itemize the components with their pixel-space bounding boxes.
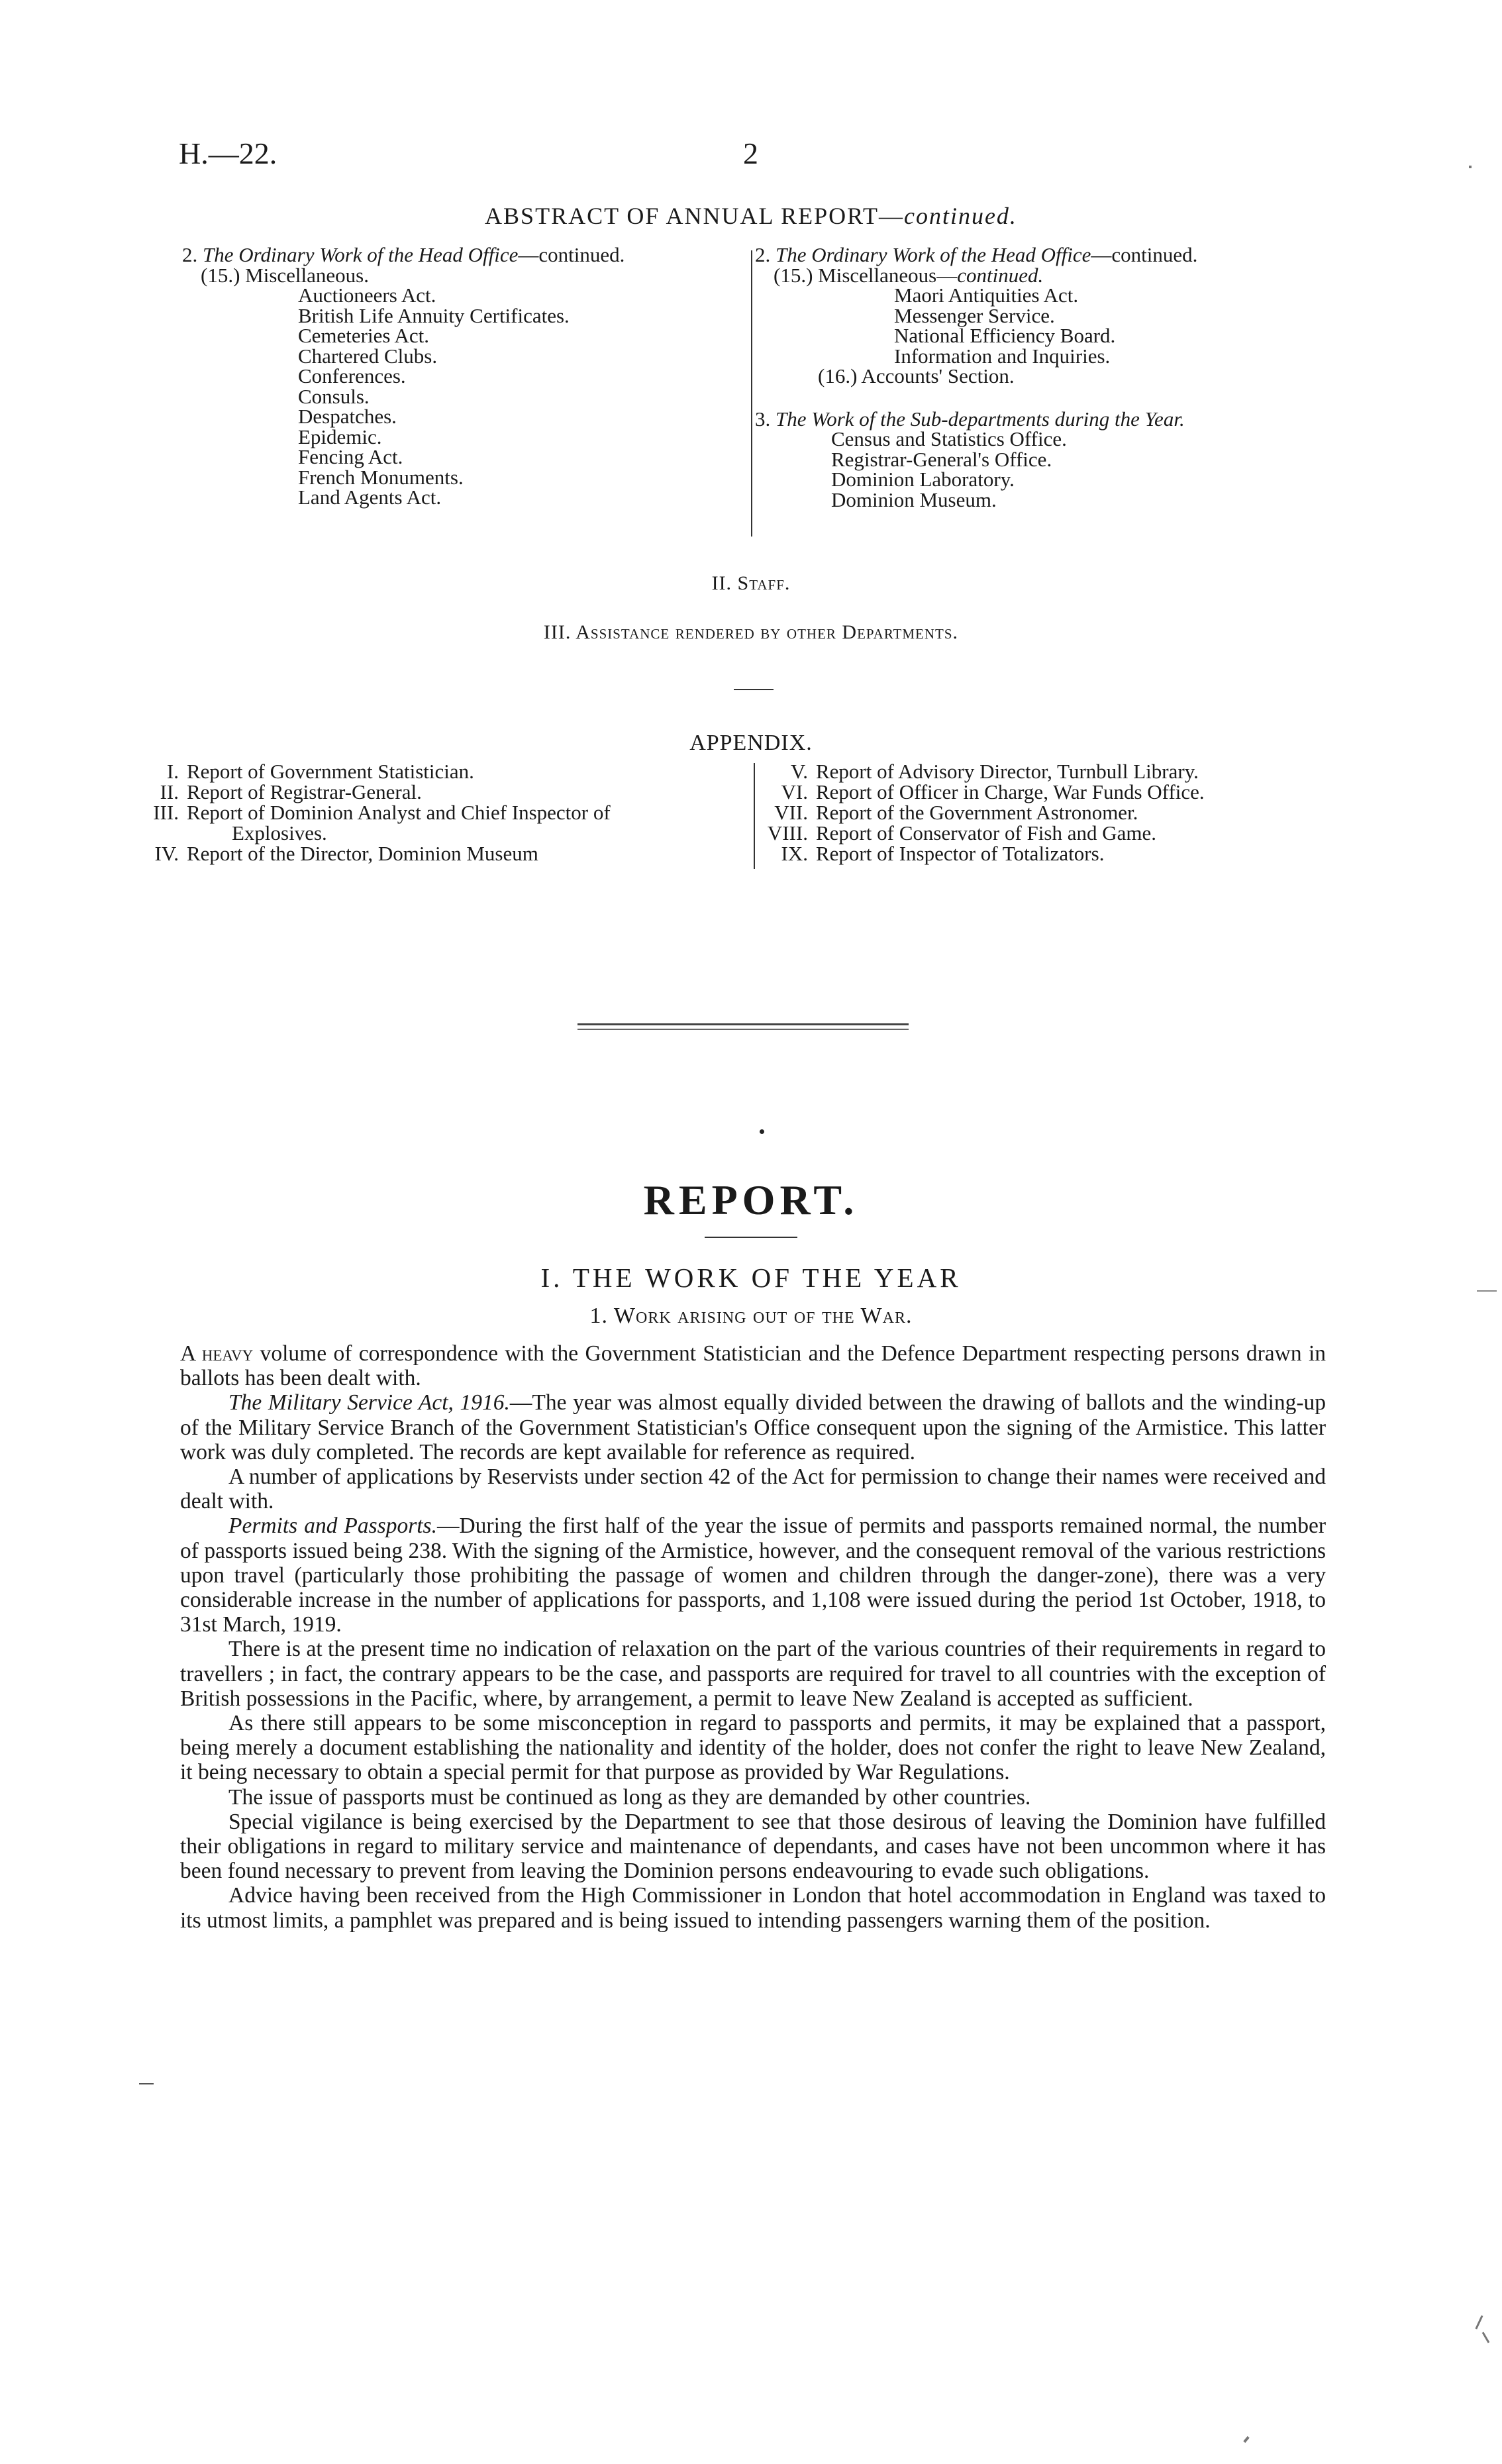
left-heading-title: The Ordinary Work of the Head Office <box>203 243 519 266</box>
appendix-item-number: II. <box>160 780 179 803</box>
margin-mark <box>139 2083 154 2084</box>
paragraph: Advice having been received from the High Commissioner in London that hotel accommodation in England was taxed to its utmost limits, a pamphlet was prepared and is being issued to intending passengers warning them of the position. <box>180 1883 1326 1933</box>
appendix-title: APPENDIX. <box>689 731 813 755</box>
list-item: Cemeteries Act. <box>298 324 429 347</box>
appendix-item <box>762 823 1358 844</box>
list-item: Information and Inquiries. <box>894 344 1111 368</box>
appendix-item-text: Report of Government Statistician. <box>187 760 474 783</box>
left-heading-number: 2. <box>182 243 198 266</box>
appendix-item <box>762 782 1358 803</box>
list-item: Dominion Museum. <box>831 488 997 511</box>
appendix-item-text: Report of Dominion Analyst and Chief Inspector of <box>187 801 611 824</box>
list-item: National Efficiency Board. <box>894 324 1116 347</box>
paragraph <box>180 1390 1326 1464</box>
appendix-item <box>132 803 742 823</box>
appendix-item-text: Report of Conservator of Fish and Game. <box>816 821 1156 845</box>
appendix-item-number: III. <box>153 801 179 824</box>
section-title: I. THE WORK OF THE YEAR <box>540 1262 962 1293</box>
list-item: British Life Annuity Certificates. <box>298 303 570 327</box>
appendix-item-number: VIII. <box>767 821 808 845</box>
accounts-section: (16.) Accounts' Section. <box>818 364 1015 387</box>
left-subheading: (15.) Miscellaneous. <box>201 263 369 287</box>
appendix-item <box>132 782 742 803</box>
section3-number: 3. <box>755 407 771 431</box>
list-item: Chartered Clubs. <box>298 344 438 368</box>
list-item: Dominion Laboratory. <box>831 468 1015 491</box>
left-heading <box>182 245 625 266</box>
document-reference: H.—22. <box>179 136 277 170</box>
paragraph: There is at the present time no indication of relaxation on the part of the various countries of their requirements in regard to travellers ; in fact, the contrary appears to be the case, and passports are required for travel to all countries with the exception of British possessions in the Pacific, where, by arrangement, a permit to leave New Zealand is accepted as sufficient. <box>180 1637 1326 1711</box>
appendix-item-text: Report of the Government Astronomer. <box>816 801 1138 824</box>
assistance-heading: III. Assistance rendered by other Departments. <box>543 621 959 643</box>
appendix-item-text: Report of Advisory Director, Turnbull Library. <box>816 760 1199 783</box>
appendix-item <box>132 762 742 782</box>
appendix-item-number: I. <box>166 760 179 783</box>
appendix-item-number: IX. <box>781 842 808 865</box>
ink-dot <box>760 1129 764 1134</box>
page-number: 2 <box>743 136 758 170</box>
right-subheading-prefix: (15.) Miscellaneous— <box>774 263 958 287</box>
abstract-title <box>0 202 1502 230</box>
paragraph-text: —The year was almost equally divided between the drawing of ballots and the winding-up of the Military Service Branch of the Government Statistician's Office consequent upon the signing of the Armistice. This latter work was duly completed. The records are kept available for reference as required. <box>180 1390 1326 1464</box>
list-item: Maori Antiquities Act. <box>894 283 1079 307</box>
appendix-item-number: V. <box>790 760 808 783</box>
appendix-item <box>762 762 1358 782</box>
paragraph: As there still appears to be some misconception in regard to passports and permits, it may be explained that a passport, being merely a document establishing the nationality and identity of the holder, does not confer the right to leave New Zealand, it being necessary to obtain a special permit for that purpose as provided by War Regulations. <box>180 1711 1326 1785</box>
scan-speck <box>1469 166 1472 168</box>
list-item: French Monuments. <box>298 465 464 489</box>
paragraph-heading: Permits and Passports. <box>228 1514 437 1539</box>
paragraph: The issue of passports must be continued as long as they are demanded by other countries. <box>228 1784 1031 1810</box>
appendix-item <box>132 823 742 844</box>
list-item: Census and Statistics Office. <box>831 427 1067 450</box>
appendix-item-text: Report of Inspector of Totalizators. <box>816 842 1105 865</box>
staff-heading: II. Staff. <box>711 572 791 594</box>
list-item: Fencing Act. <box>298 445 403 468</box>
paragraph-text: volume of correspondence with the Government Statistician and the Defence Department respecting persons drawn in ballots has been dealt with. <box>180 1341 1327 1391</box>
section3-title: The Work of the Sub-departments during the Year. <box>776 407 1185 431</box>
abstract-right-column <box>755 245 1197 510</box>
subsection-title: 1. Work arising out of the War. <box>589 1304 913 1328</box>
double-rule-bottom <box>577 1029 909 1030</box>
abstract-title-continued: continued. <box>903 203 1017 229</box>
appendix-item <box>762 844 1358 864</box>
appendix-item-text: Report of the Director, Dominion Museum <box>187 842 538 865</box>
paragraph: A number of applications by Reservists under section 42 of the Act for permission to change their names were received and dealt with. <box>180 1464 1326 1514</box>
list-item: Consuls. <box>298 384 370 408</box>
list-item: Despatches. <box>298 405 397 428</box>
right-heading-number: 2. <box>755 243 771 266</box>
appendix-right-list <box>762 762 1358 864</box>
paragraph-heading: The Military Service Act, 1916. <box>228 1390 510 1415</box>
appendix-column-divider <box>754 763 755 869</box>
paragraph: Special vigilance is being exercised by the Department to see that those desirous of leaving the Dominion have fulfilled their obligations in regard to military service and maintenance of dependants, and cases have not been uncommon where it has been found necessary to prevent from leaving the Dominion persons endeavouring to evade such obligations. <box>180 1809 1326 1884</box>
short-divider <box>734 689 774 690</box>
list-item: Registrar-General's Office. <box>831 447 1052 471</box>
double-rule-top <box>577 1023 909 1025</box>
scan-speck <box>1482 2332 1490 2343</box>
report-body <box>180 1341 1326 1933</box>
report-title: REPORT. <box>643 1176 859 1223</box>
appendix-item <box>132 844 742 864</box>
appendix-item-text: Explosives. <box>232 821 327 845</box>
section3-heading <box>755 409 1197 430</box>
paragraph <box>180 1341 1326 1390</box>
list-item: Messenger Service. <box>894 303 1055 327</box>
left-item-list <box>182 285 625 508</box>
appendix-item-number: VII. <box>774 801 808 824</box>
right-subheading <box>755 263 1197 287</box>
list-item: Auctioneers Act. <box>298 283 436 307</box>
right-subheading-continued: continued. <box>957 263 1044 287</box>
abstract-column-divider <box>751 250 752 537</box>
appendix-left-list <box>132 762 742 864</box>
appendix-item-text: Report of Officer in Charge, War Funds Office. <box>816 780 1205 803</box>
abstract-title-main: ABSTRACT OF ANNUAL REPORT— <box>485 203 904 229</box>
paragraph <box>180 1514 1326 1637</box>
section3-item-list <box>755 429 1197 510</box>
margin-mark <box>1477 1290 1497 1292</box>
scan-speck <box>1243 2436 1249 2443</box>
report-title-underline <box>705 1237 797 1238</box>
appendix-item-number: VI. <box>781 780 808 803</box>
scan-speck <box>1475 2315 1483 2329</box>
right-heading-tail: —continued. <box>1091 243 1198 266</box>
appendix-item <box>762 803 1358 823</box>
paragraph-text: —During the first half of the year the issue of permits and passports remained normal, the number of passports issued being 238. With the signing of the Armistice, however, and the consequent removal of the various restrictions upon travel (particularly those prohibiting the passage of women and children through the danger-zone), there was a very considerable increase in the number of applications for passports, and 1,108 were issued during the period 1st October, 1918, to 31st March, 1919. <box>180 1514 1326 1637</box>
paragraph-lead: A heavy <box>180 1341 254 1366</box>
list-item: Conferences. <box>298 364 406 387</box>
list-item: Epidemic. <box>298 425 382 448</box>
list-item: Land Agents Act. <box>298 486 442 509</box>
appendix-item-number: IV. <box>154 842 179 865</box>
appendix-item-text: Report of Registrar-General. <box>187 780 422 803</box>
right-heading <box>755 245 1197 266</box>
right-heading-title: The Ordinary Work of the Head Office <box>776 243 1091 266</box>
left-heading-tail: —continued. <box>518 243 625 266</box>
abstract-left-column <box>182 245 625 508</box>
right-item-list <box>755 285 1197 366</box>
